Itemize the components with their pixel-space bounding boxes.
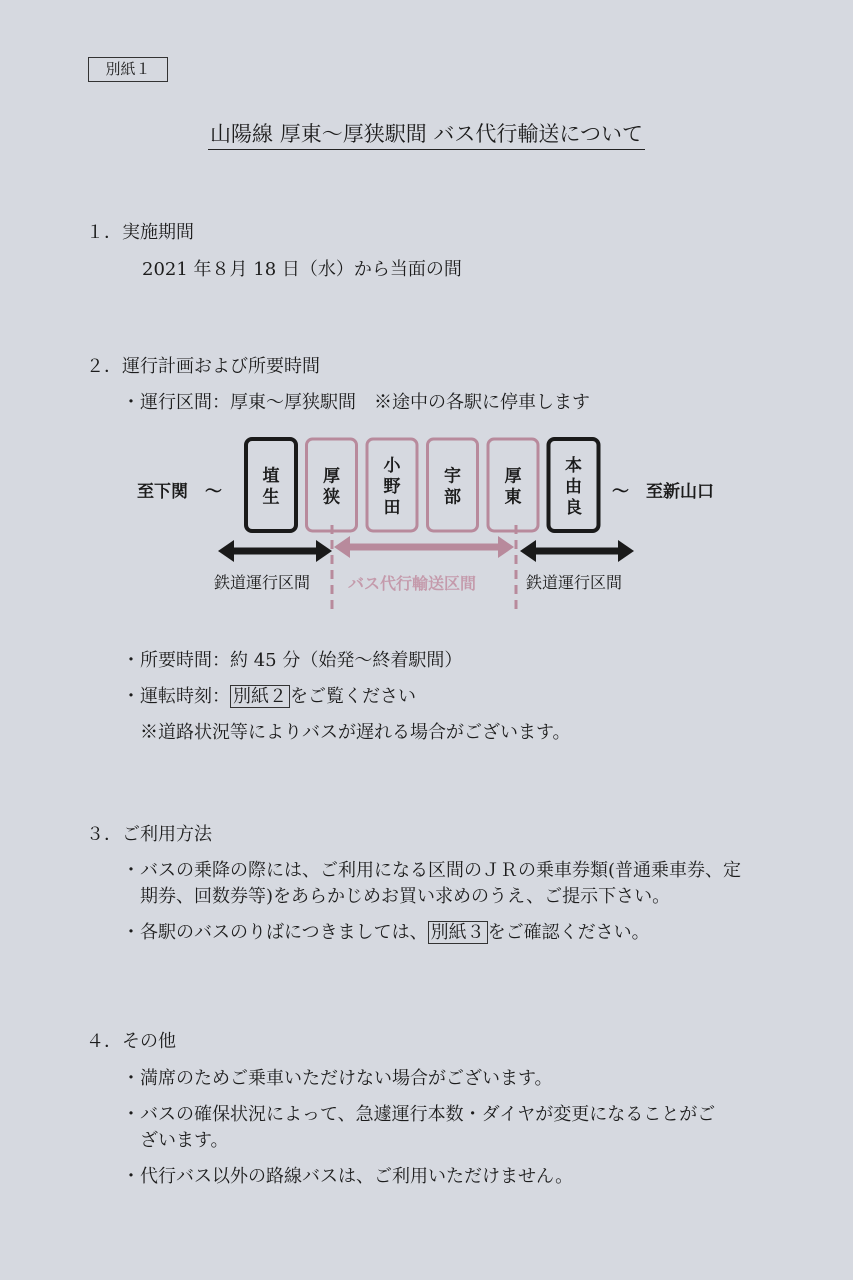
bus-arrow (334, 536, 514, 558)
section-plan-heading: ２．運行計画および所要時間 (86, 356, 320, 377)
station-name-char: 田 (383, 498, 401, 518)
rail-section-label-left: 鉄道運行区間 (214, 573, 311, 592)
station-name-char: 厚 (323, 466, 340, 487)
station-name-char: 生 (262, 487, 280, 508)
station-name-char: 宇 (444, 466, 461, 487)
rail-section-label-right: 鉄道運行区間 (526, 573, 623, 592)
section-period-text: 2021 年８月 18 日（水）から当面の間 (142, 259, 462, 280)
attachment-label: 別紙１ (88, 57, 168, 82)
direction-right-label: ～ 至新山口 (612, 482, 714, 502)
rail-arrow-left (218, 540, 332, 562)
station-0 (246, 439, 296, 531)
timetable-line (122, 682, 416, 708)
station-name-char: 野 (383, 477, 401, 497)
section-period-heading: １．実施期間 (86, 222, 194, 243)
usage-item2 (122, 918, 650, 944)
rail-arrow-right (520, 540, 634, 562)
station-list (246, 439, 599, 531)
station-5 (549, 439, 599, 531)
other-item3: ・代行バス以外の路線バスは、ご利用いただけません。 (122, 1166, 574, 1187)
bus-stop-reference: 別紙３ (428, 921, 488, 944)
timetable-reference: 別紙２ (230, 685, 290, 708)
other-item1: ・満席のためご乗車いただけない場合がございます。 (122, 1068, 553, 1089)
station-1 (307, 439, 357, 531)
station-2 (367, 439, 417, 531)
other-item2-line2: ざいます。 (140, 1130, 229, 1151)
usage-item2-prefix: ・各駅のバスのりばにつきましては、 (122, 922, 428, 943)
section-other-heading: ４．その他 (86, 1031, 176, 1052)
usage-item1-line2: 期券、回数券等)をあらかじめお買い求めのうえ、ご提示下さい。 (140, 886, 671, 907)
timetable-prefix: ・運転時刻： (122, 686, 230, 707)
document-title (0, 118, 853, 148)
station-name-char: 狭 (323, 487, 340, 508)
station-name-char: 本 (565, 456, 582, 476)
section-usage-heading: ３．ご利用方法 (86, 824, 212, 845)
other-item2-line1: ・バスの確保状況によって、急遽運行本数・ダイヤが変更になることがご (122, 1104, 716, 1125)
station-name-char: 埴 (262, 466, 280, 487)
timetable-suffix: をご覧ください (290, 686, 416, 707)
station-name-char: 東 (504, 487, 522, 508)
delay-note: ※道路状況等によりバスが遅れる場合がございます。 (140, 722, 571, 743)
usage-item1-line1: ・バスの乗降の際には、ご利用になる区間のＪＲの乗車券類(普通乗車券、定 (122, 860, 742, 881)
route-text: ・運行区間：厚東～厚狭駅間 ※途中の各駅に停車します (122, 392, 590, 413)
station-name-char: 部 (444, 487, 461, 508)
direction-left-label: 至下関 ～ (137, 482, 222, 502)
station-4 (488, 439, 538, 531)
station-3 (428, 439, 478, 531)
station-name-char: 厚 (504, 466, 522, 487)
route-diagram (0, 425, 853, 625)
station-name-char: 由 (565, 477, 582, 497)
duration-text: ・所要時間：約 45 分（始発～終着駅間） (122, 650, 463, 671)
station-name-char: 小 (383, 456, 401, 476)
bus-section-label: バス代行輸送区間 (348, 574, 477, 593)
station-name-char: 良 (565, 498, 582, 518)
usage-item2-suffix: をご確認ください。 (487, 922, 650, 943)
document-title-text: 山陽線 厚東～厚狭駅間 バス代行輸送について (208, 122, 645, 150)
